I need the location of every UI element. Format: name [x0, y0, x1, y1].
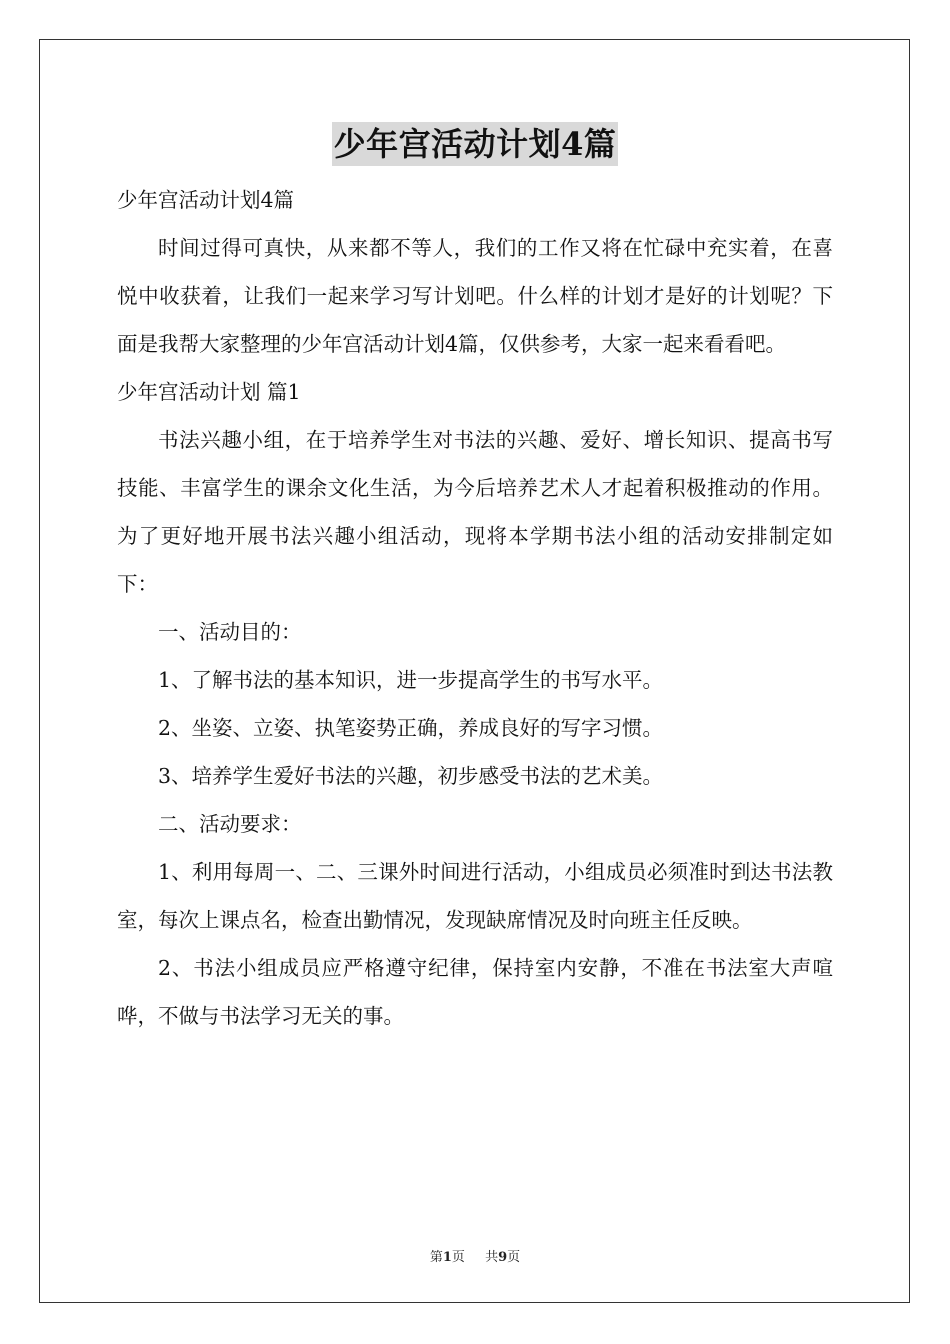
document-title: 少年宫活动计划4篇	[332, 122, 619, 166]
title-container	[0, 122, 950, 166]
total-prefix: 共	[485, 1250, 499, 1265]
page-indicator	[430, 1250, 465, 1265]
paragraph: 少年宫活动计划 篇1	[117, 380, 301, 404]
paragraph: 少年宫活动计划4篇	[117, 188, 295, 212]
total-suffix: 页	[507, 1250, 521, 1265]
paragraph: 1、了解书法的基本知识，进一步提高学生的书写水平。	[158, 668, 664, 692]
paragraph: 书法兴趣小组，在于培养学生对书法的兴趣、爱好、增长知识、提高书写技能、丰富学生的课余文化生活，为今后培养艺术人才起着积极推动的作用。为了更好地开展书法兴趣小组活动，现将本学期书法小组的活动安排制定如下：	[117, 428, 833, 596]
page-number: 1	[442, 1250, 452, 1265]
document-body	[117, 176, 833, 1040]
paragraph: 1、利用每周一、二、三课外时间进行活动，小组成员必须准时到达书法教室，每次上课点名，检查出勤情况，发现缺席情况及时向班主任反映。	[117, 860, 833, 932]
paragraph: 3、培养学生爱好书法的兴趣，初步感受书法的艺术美。	[158, 764, 664, 788]
paragraph: 2、坐姿、立姿、执笔姿势正确，养成良好的写字习惯。	[158, 716, 664, 740]
total-pages-indicator	[485, 1250, 520, 1265]
paragraph: 一、活动目的：	[158, 620, 302, 644]
paragraph: 二、活动要求：	[158, 812, 302, 836]
total-pages: 9	[498, 1250, 508, 1265]
page-prefix: 第	[429, 1250, 443, 1265]
paragraph: 时间过得可真快，从来都不等人，我们的工作又将在忙碌中充实着，在喜悦中收获着，让我们一起来学习写计划吧。什么样的计划才是好的计划呢？下面是我帮大家整理的少年宫活动计划4篇，仅供参考，大家一起来看看吧。	[117, 236, 833, 356]
paragraph: 2、书法小组成员应严格遵守纪律，保持室内安静，不准在书法室大声喧哗，不做与书法学习无关的事。	[117, 956, 833, 1028]
page-suffix: 页	[451, 1250, 465, 1265]
page-footer	[0, 1246, 950, 1265]
